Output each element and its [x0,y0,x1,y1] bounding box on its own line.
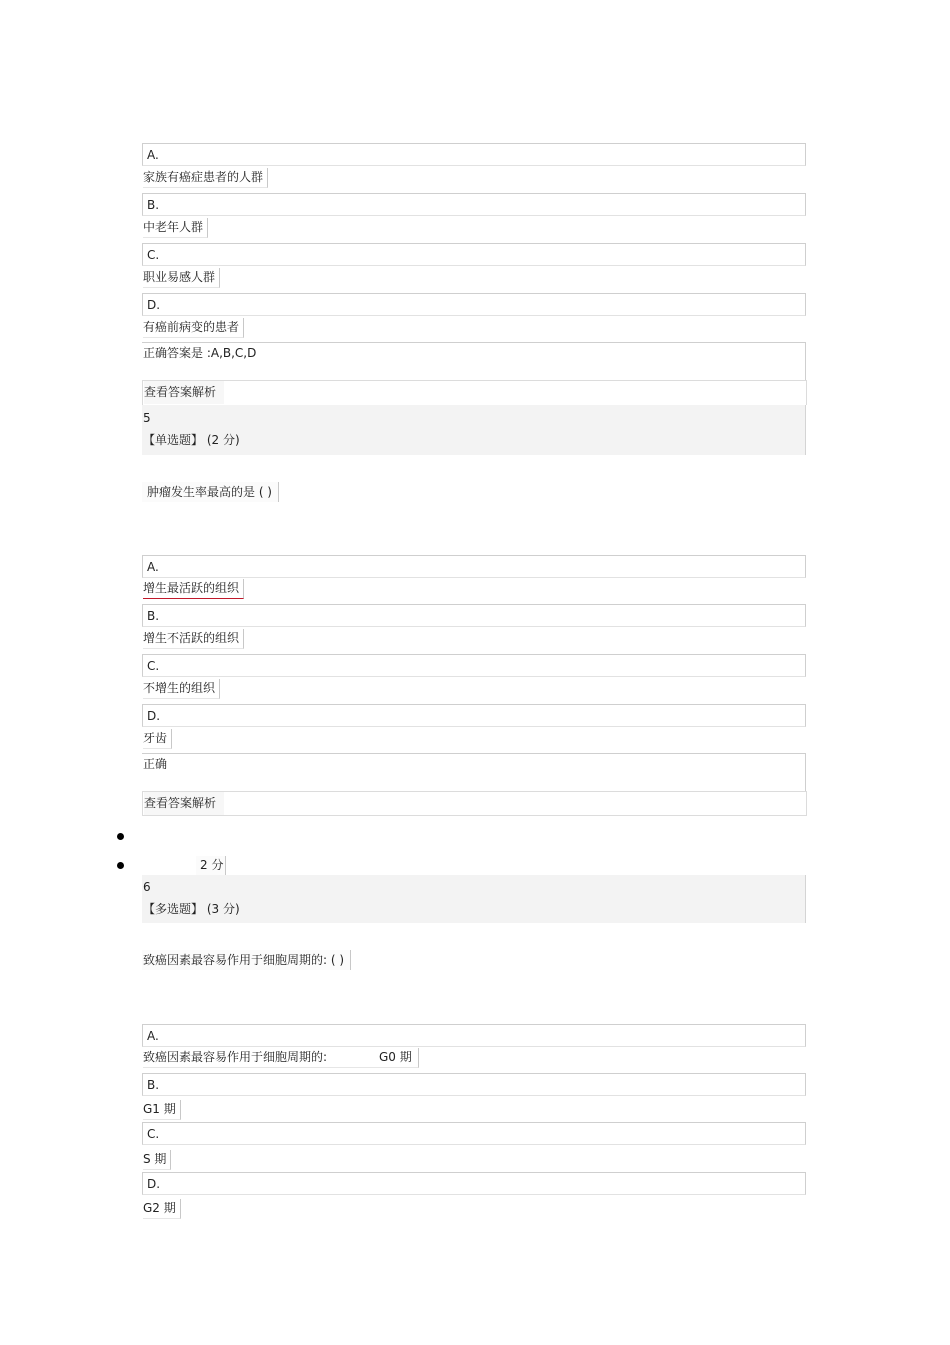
question-stem: 肿瘤发生率最高的是 ( ) [142,482,279,502]
question-header [142,405,806,455]
question-number: 5 [143,411,151,425]
option-text: G1 期 [143,1100,181,1120]
option-letter: C. [142,243,806,266]
question-header [142,875,806,923]
option-letter: A. [142,1024,806,1047]
option-text: 中老年人群 [143,218,208,238]
option-text [143,1048,419,1068]
view-analysis-link[interactable] [142,791,807,816]
option-text: 职业易感人群 [143,268,220,288]
option-letter: D. [142,293,806,316]
option-letter: B. [142,193,806,216]
question-stem: 致癌因素最容易作用于细胞周期的: ( ) [142,950,351,970]
question-type: 【单选题】 (2 分) [143,433,240,447]
score-label: 2 分 [196,856,226,875]
option-letter: C. [142,654,806,677]
option-text-suffix: G0 期 [379,1050,412,1064]
option-text: 牙齿 [143,729,172,749]
option-text: 家族有癌症患者的人群 [143,168,268,188]
option-text: S 期 [143,1150,171,1170]
option-text: G2 期 [143,1199,181,1219]
bullet-icon [117,862,124,869]
option-text: 有癌前病变的患者 [143,318,244,338]
option-letter: D. [142,1172,806,1195]
option-letter: A. [142,555,806,578]
option-letter: B. [142,604,806,627]
question-number: 6 [143,880,151,894]
option-letter: B. [142,1073,806,1096]
option-letter: A. [142,143,806,166]
option-text: 增生最活跃的组织 [143,579,244,599]
option-text: 增生不活跃的组织 [143,629,244,649]
bullet-icon [117,833,124,840]
option-text: 不增生的组织 [143,679,220,699]
analysis-label: 查看答案解析 [144,792,224,815]
option-letter: D. [142,704,806,727]
view-analysis-link[interactable] [142,380,807,405]
analysis-label: 查看答案解析 [144,381,224,404]
question-type: 【多选题】 (3 分) [143,902,240,916]
correct-answer: 正确 [142,753,806,791]
option-letter: C. [142,1122,806,1145]
option-text-main: 致癌因素最容易作用于细胞周期的: [143,1050,328,1064]
correct-answer: 正确答案是 :A,B,C,D [142,342,806,380]
